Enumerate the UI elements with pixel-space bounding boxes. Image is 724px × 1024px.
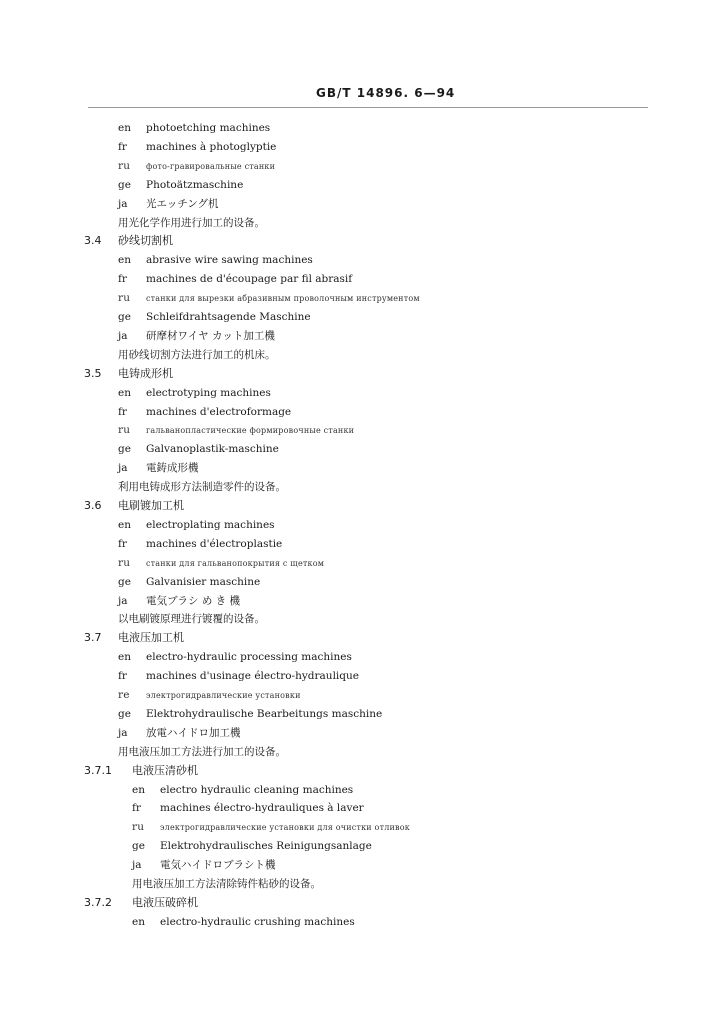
- translation-text: machines d'electroformage: [146, 405, 292, 418]
- header-rule: [88, 107, 648, 108]
- language-code: ja: [118, 594, 128, 607]
- translation-line: [118, 669, 359, 683]
- translation-line: [118, 121, 270, 135]
- language-code: en: [118, 651, 131, 664]
- term-title: 砂线切割机: [118, 234, 173, 248]
- translation-line: [118, 310, 311, 324]
- translation-text: станки для гальванопокрытия с щетком: [146, 558, 325, 568]
- translation-text: 電気ブラシ め き 機: [146, 594, 241, 607]
- language-code: fr: [118, 140, 127, 153]
- term-number: 3.4: [84, 234, 102, 248]
- translation-text: abrasive wire sawing machines: [146, 254, 313, 267]
- translation-line: [132, 915, 355, 929]
- term-heading: [84, 764, 198, 778]
- term-heading: [84, 896, 198, 910]
- translation-line: [118, 442, 279, 456]
- translation-text: machines de d'écoupage par fil abrasif: [146, 273, 353, 286]
- translation-text: electro hydraulic cleaning machines: [160, 783, 354, 796]
- term-title: 电铸成形机: [118, 366, 173, 380]
- term-definition: 用电液压加工方法清除铸件粘砂的设备。: [132, 878, 321, 890]
- language-code: en: [118, 386, 131, 399]
- translation-text: станки для вырезки абразивным проволочным инструментом: [146, 294, 420, 304]
- translation-text: Photoätzmaschine: [146, 178, 244, 191]
- language-code: ru: [118, 556, 131, 569]
- translation-text: 光エッチング机: [146, 197, 219, 210]
- language-code: ru: [118, 424, 131, 437]
- translation-line: [118, 594, 240, 608]
- language-code: fr: [132, 802, 141, 815]
- term-title: 电液压破碎机: [132, 895, 198, 909]
- translation-text: электрогидравлические установки: [146, 691, 301, 700]
- language-code: ge: [118, 443, 131, 456]
- translation-text: фото-гравировальные станки: [146, 161, 276, 171]
- language-code: fr: [118, 537, 127, 550]
- language-code: fr: [118, 670, 127, 683]
- language-code: en: [118, 518, 131, 531]
- term-number: 3.5: [84, 366, 102, 380]
- translation-text: electroplating machines: [146, 518, 275, 531]
- translation-line: [118, 688, 301, 703]
- term-definition: 用电液压加工方法进行加工的设备。: [118, 745, 286, 758]
- translation-text: электрогидравлические установки для очистки отливок: [160, 823, 410, 833]
- translation-line: [132, 801, 364, 815]
- language-code: re: [118, 689, 130, 701]
- language-code: ru: [132, 821, 145, 834]
- translation-text: machines à photoglyptie: [146, 140, 277, 153]
- term-heading: [84, 234, 173, 248]
- translation-text: Schleifdrahtsagende Maschine: [146, 311, 311, 323]
- language-code: ge: [118, 707, 131, 720]
- translation-text: Galvanisier maschine: [146, 575, 261, 588]
- translation-line: [118, 726, 241, 740]
- translation-line: [118, 650, 352, 664]
- term-number: 3.7.2: [84, 895, 112, 909]
- term-definition: 以电刷镀原理进行镀覆的设备。: [118, 613, 265, 626]
- language-code: ja: [118, 197, 128, 210]
- term-title: 电刷镀加工机: [118, 499, 184, 512]
- term-title: 电液压清砂机: [132, 763, 198, 777]
- translation-line: [118, 291, 420, 306]
- translation-line: [118, 197, 219, 211]
- term-heading: [84, 499, 184, 513]
- standard-number-header: GB/T 14896. 6—94: [316, 86, 456, 100]
- term-title: 电液压加工机: [118, 631, 184, 645]
- translation-text: Galvanoplastik-maschine: [146, 443, 279, 456]
- translation-line: [118, 253, 313, 267]
- language-code: en: [118, 122, 131, 134]
- translation-text: 電鋳成形機: [146, 462, 199, 475]
- language-code: ru: [118, 159, 131, 172]
- translation-line: [118, 140, 276, 154]
- translation-text: machines d'usinage électro-hydraulique: [146, 670, 359, 683]
- language-code: ge: [118, 178, 131, 191]
- translation-line: [118, 178, 243, 192]
- translation-line: [132, 783, 353, 797]
- translation-line: [118, 159, 275, 174]
- translation-text: Elektrohydraulisches Reinigungsanlage: [160, 840, 372, 853]
- translation-line: [118, 329, 275, 343]
- translation-line: [118, 272, 352, 286]
- language-code: ja: [132, 859, 142, 872]
- translation-line: [132, 858, 276, 872]
- language-code: en: [132, 915, 145, 928]
- language-code: en: [118, 254, 131, 267]
- language-code: ru: [118, 292, 131, 305]
- translation-text: photoetching machines: [146, 122, 271, 134]
- translation-text: machines d'électroplastie: [146, 537, 283, 550]
- translation-line: [118, 537, 282, 551]
- term-heading: [84, 367, 173, 381]
- translation-line: [118, 575, 260, 589]
- translation-line: [118, 707, 382, 721]
- language-code: ge: [132, 840, 145, 853]
- language-code: fr: [118, 405, 127, 418]
- translation-text: Elektrohydraulische Bearbeitungs maschine: [146, 707, 383, 720]
- term-number: 3.6: [84, 499, 102, 512]
- translation-line: [118, 518, 275, 532]
- term-number: 3.7: [84, 631, 102, 645]
- term-number: 3.7.1: [84, 763, 112, 777]
- term-definition: 用光化学作用进行加工的设备。: [118, 216, 265, 229]
- term-definition: 利用电铸成形方法制造零件的设备。: [118, 481, 286, 494]
- translation-text: electro-hydraulic crushing machines: [160, 915, 355, 928]
- translation-text: 放電ハイドロ加工機: [146, 726, 241, 739]
- translation-text: 研摩材ワイヤ カット加工機: [146, 329, 275, 342]
- term-heading: [84, 631, 184, 645]
- translation-line: [132, 820, 410, 835]
- language-code: en: [132, 783, 145, 796]
- translation-line: [132, 839, 372, 853]
- language-code: ja: [118, 726, 128, 739]
- language-code: fr: [118, 273, 127, 286]
- translation-text: гальванопластические формировочные станки: [146, 426, 355, 436]
- term-definition: 用砂线切割方法进行加工的机床。: [118, 348, 276, 361]
- translation-text: 電気ハイドロブラシト機: [160, 859, 276, 872]
- translation-text: electrotyping machines: [146, 386, 271, 399]
- language-code: ge: [118, 311, 131, 323]
- translation-line: [118, 405, 291, 419]
- language-code: ge: [118, 575, 131, 588]
- translation-line: [118, 461, 199, 475]
- translation-line: [118, 556, 324, 571]
- language-code: ja: [118, 329, 128, 342]
- translation-line: [118, 386, 271, 400]
- translation-text: electro-hydraulic processing machines: [146, 651, 352, 664]
- language-code: ja: [118, 462, 128, 475]
- translation-text: machines électro-hydrauliques à laver: [160, 802, 364, 815]
- translation-line: [118, 423, 354, 438]
